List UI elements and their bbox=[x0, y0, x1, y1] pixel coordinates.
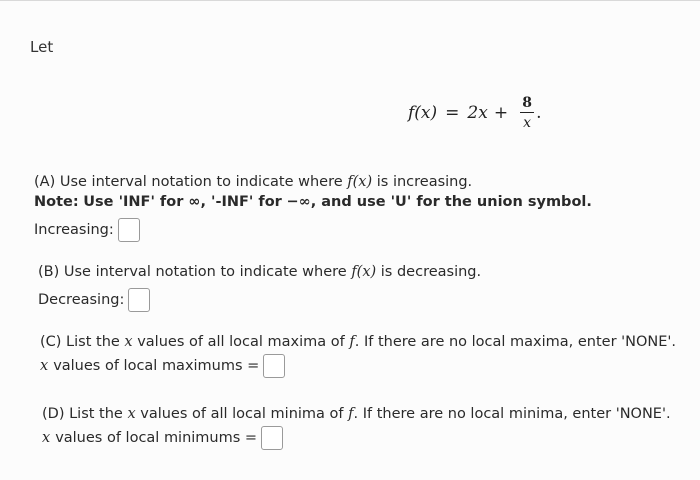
formula-fraction bbox=[520, 96, 534, 130]
decreasing-row bbox=[38, 288, 481, 312]
part-b bbox=[38, 262, 481, 312]
part-d-middle: values of all local minima of bbox=[140, 406, 344, 422]
formula-lhs: f(x) bbox=[408, 103, 438, 123]
function-definition bbox=[408, 88, 541, 138]
increasing-row bbox=[34, 218, 592, 242]
increasing-answer-box[interactable] bbox=[118, 218, 140, 242]
fraction-numerator: 8 bbox=[522, 95, 532, 111]
fraction-denominator: x bbox=[523, 115, 532, 131]
intro-text: Let bbox=[30, 38, 54, 56]
part-d-f: f bbox=[348, 406, 354, 422]
formula-plus: + bbox=[493, 103, 509, 123]
increasing-label: Increasing: bbox=[34, 222, 114, 238]
part-c-question bbox=[40, 332, 676, 352]
local-max-var: x bbox=[40, 358, 49, 374]
note-text-1: Use 'INF' for ∞, '-INF' for bbox=[83, 194, 282, 210]
local-max-row bbox=[40, 354, 676, 378]
part-b-func: f(x) bbox=[351, 264, 377, 280]
part-d bbox=[42, 404, 671, 450]
part-d-var: x bbox=[127, 406, 136, 422]
part-b-question bbox=[38, 262, 481, 282]
note-text-2: , and use 'U' for the union symbol. bbox=[310, 194, 592, 210]
part-d-prefix: (D) List the bbox=[42, 406, 123, 422]
note-neg-inf: −∞ bbox=[286, 193, 311, 210]
part-c bbox=[40, 332, 676, 378]
note-label: Note: bbox=[34, 194, 79, 210]
part-a-func: f(x) bbox=[347, 174, 373, 190]
local-min-label: values of local minimums = bbox=[55, 430, 258, 446]
part-b-prefix: (B) Use interval notation to indicate where bbox=[38, 264, 347, 280]
top-divider bbox=[0, 0, 700, 1]
part-c-f: f bbox=[349, 334, 355, 350]
part-d-suffix: . If there are no local minima, enter 'NONE'. bbox=[353, 406, 671, 422]
part-a-note bbox=[34, 192, 592, 212]
local-max-label: values of local maximums = bbox=[53, 358, 260, 374]
local-min-var: x bbox=[42, 430, 51, 446]
part-d-question bbox=[42, 404, 671, 424]
part-c-prefix: (C) List the bbox=[40, 334, 120, 350]
local-min-row bbox=[42, 426, 671, 450]
part-a-prefix: (A) Use interval notation to indicate where bbox=[34, 174, 343, 190]
part-c-var: x bbox=[124, 334, 133, 350]
decreasing-label: Decreasing: bbox=[38, 292, 125, 308]
formula-period: . bbox=[536, 103, 542, 123]
formula-equals: = bbox=[445, 103, 460, 123]
formula-term1: 2x bbox=[467, 103, 488, 123]
local-min-answer-box[interactable] bbox=[261, 426, 283, 450]
decreasing-answer-box[interactable] bbox=[128, 288, 150, 312]
part-c-middle: values of all local maxima of bbox=[137, 334, 345, 350]
part-c-suffix: . If there are no local maxima, enter 'NONE'. bbox=[354, 334, 677, 350]
part-a-suffix: is increasing. bbox=[376, 174, 473, 190]
local-max-answer-box[interactable] bbox=[263, 354, 285, 378]
part-a bbox=[34, 172, 592, 242]
part-a-question bbox=[34, 172, 592, 192]
part-b-suffix: is decreasing. bbox=[380, 264, 482, 280]
